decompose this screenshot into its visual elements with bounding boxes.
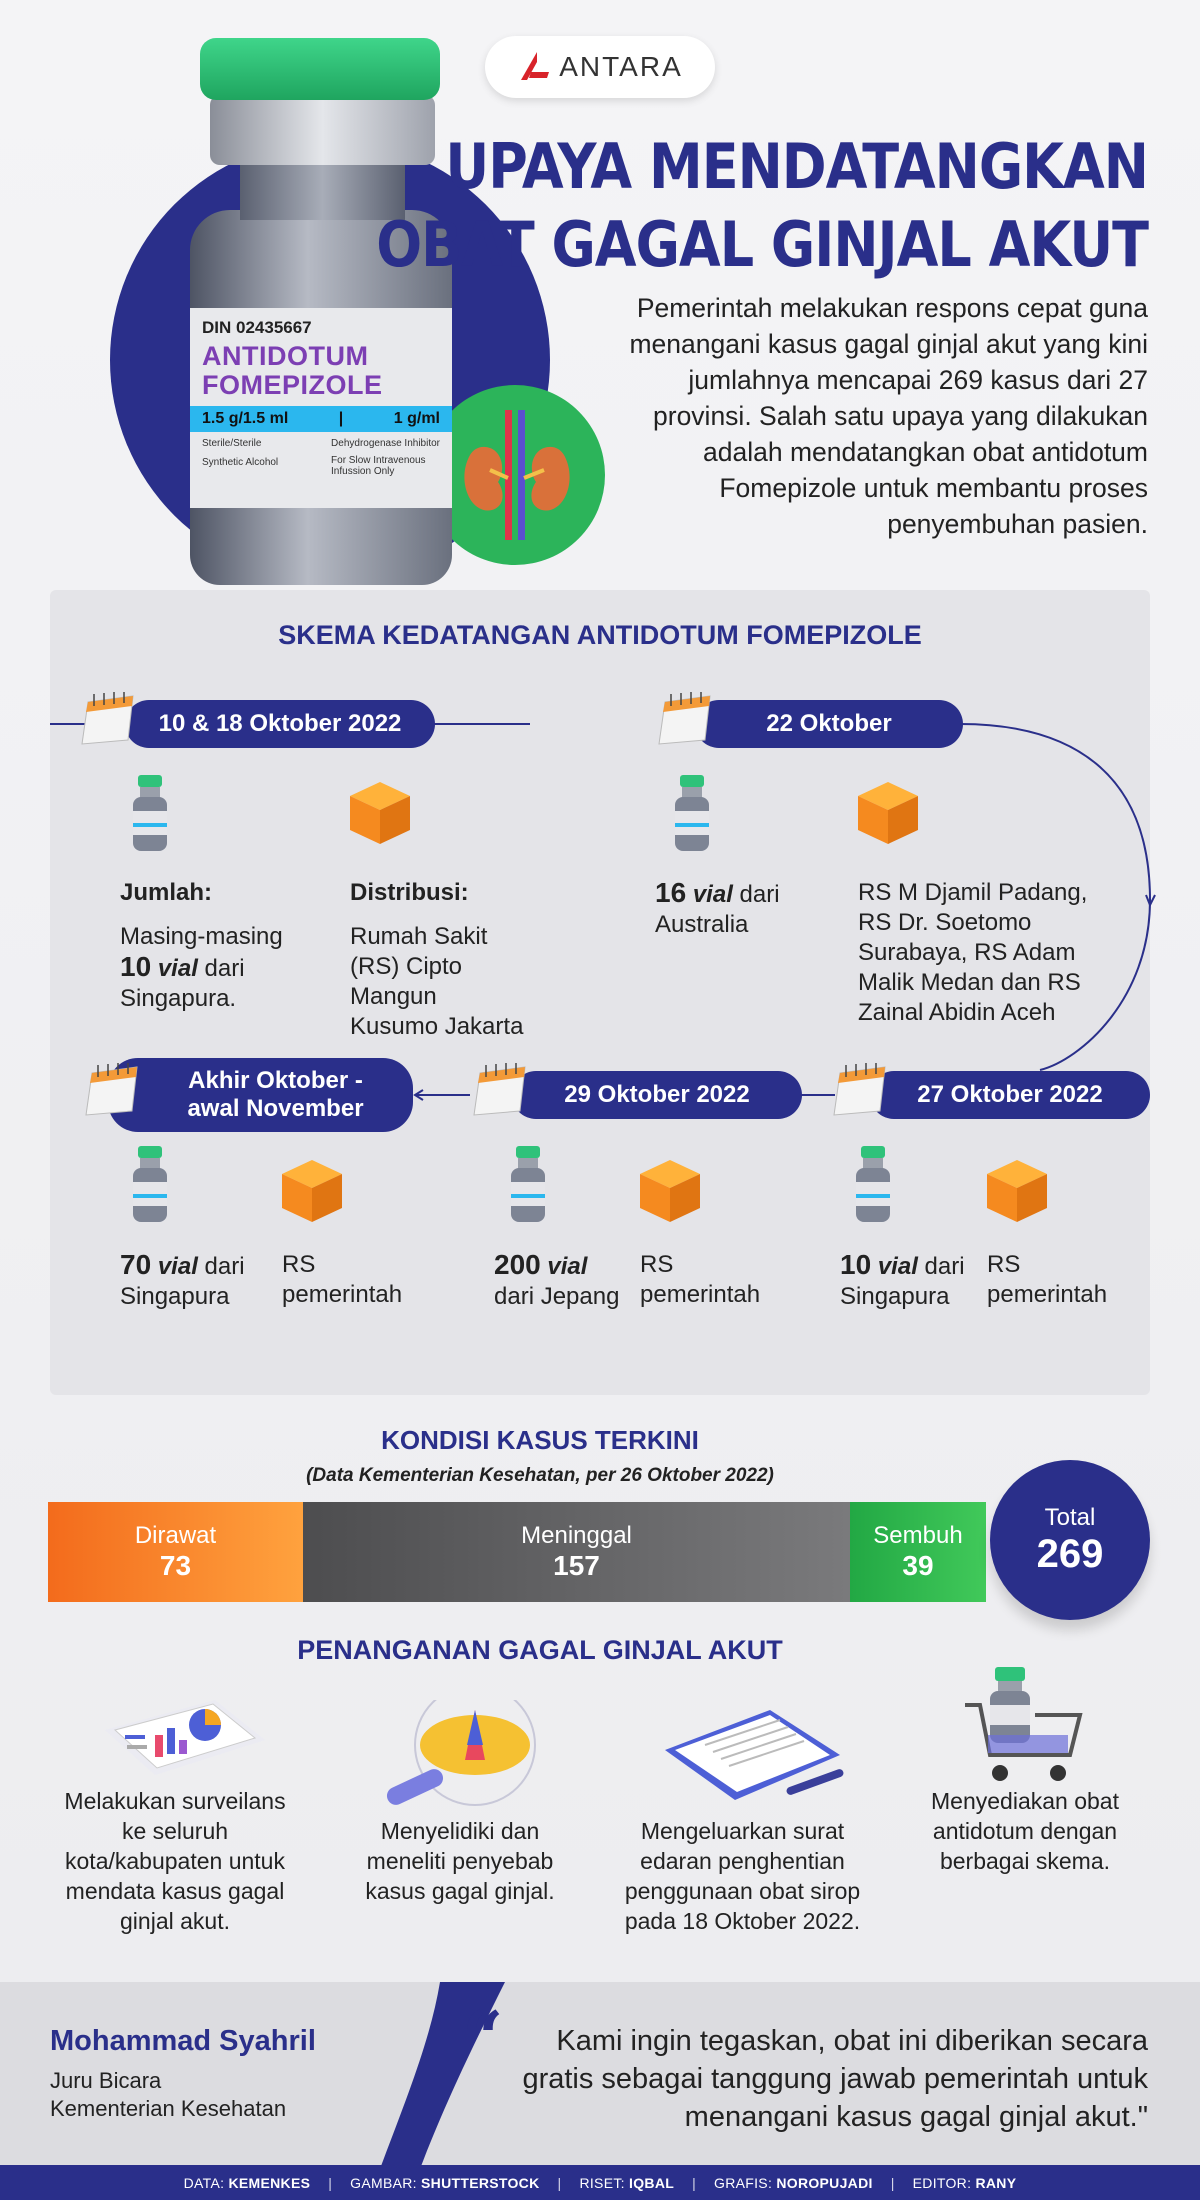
penanganan-item-3-text: Mengeluarkan surat edaran penghentian penggunaan obat sirop pada 18 Oktober 2022. [624,1818,861,1934]
page-title-line2: OBAT GAGAL GINJAL AKUT [376,208,1148,281]
step1-jumlah-post: dari Singapura. [120,955,245,1012]
vial-din: DIN 02435667 [202,318,312,337]
bar-meninggal-value: 157 [553,1550,600,1581]
document-pen-icon [655,1700,855,1810]
step1-jumlah-label: Jumlah: [120,879,213,906]
bar-sembuh [850,1502,986,1602]
quote-role [50,2067,286,2123]
vial-icon [130,1146,170,1224]
step1-date-pill: 10 & 18 Oktober 2022 [125,700,435,748]
step4-post: dari Jepang [494,1283,620,1310]
calendar-icon [470,1063,530,1119]
quote-text-line1: Kami ingin tegaskan, obat ini diberikan secara [556,2025,1148,2057]
footer-separator: | [328,2174,333,2191]
box-icon [985,1158,1049,1224]
step2-unit: vial [692,881,733,908]
magnifier-icon [375,1700,545,1810]
quote-role-line1: Juru Bicara [50,2068,162,2093]
vial-dose-separator: | [338,410,344,427]
step2-post: dari Australia [655,881,780,938]
vial-icon [508,1146,548,1224]
vial-dose-left: 1.5 g/1.5 ml [202,410,289,427]
bar-meninggal-label: Meninggal [521,1522,632,1549]
cart-vial-icon [960,1665,1090,1790]
calendar-icon [78,692,138,748]
kondisi-subtitle: (Data Kementerian Kesehatan, per 26 Oktober 2022) [306,1465,774,1486]
bar-dirawat-value: 73 [159,1550,192,1581]
vial-small-4: For Slow Intravenous [331,455,426,466]
penanganan-title: PENANGANAN GAGAL GINJAL AKUT [297,1635,783,1665]
bar-dirawat [48,1502,303,1602]
step5-date-pill: Akhir Oktober - awal November [108,1058,413,1132]
footer-separator: | [890,2174,895,2191]
antara-logo-text: ANTARA [559,51,683,82]
step5-jumlah [120,1250,260,1312]
vial-dose-right: 1 g/ml [393,410,440,427]
step1-jumlah-num: 10 [120,951,152,982]
intro-paragraph: Pemerintah melakukan respons cepat guna menangani kasus gagal ginjal akut yang kini jumlahnya mencapai 269 kasus dari 27 provinsi. Salah satu upaya yang dilakukan adalah mendatangkan obat antidotum Fomepizole untuk membantu proses penyembuhan pasien. [629,293,1148,539]
step2-jumlah [655,878,845,940]
step4-num: 200 [494,1249,541,1280]
step3-date-pill: 27 Oktober 2022 [870,1071,1150,1119]
penanganan-item-2-text: Menyelidiki dan meneliti penyebab kasus gagal ginjal. [365,1818,555,1904]
step4-jumlah [494,1250,634,1312]
step1-jumlah [120,878,320,1014]
kondisi-title: KONDISI KASUS TERKINI [381,1425,699,1455]
bar-sembuh-label: Sembuh [873,1522,963,1549]
vial-name-line2: FOMEPIZOLE [202,370,383,400]
footer-data: DATA: KEMENKES [183,2174,311,2191]
clipboard-chart-icon [95,1690,275,1785]
quote-text-line2: gratis sebagai tanggung jawab pemerintah untuk [522,2063,1148,2095]
step2-num: 16 [655,877,687,908]
quote-text [448,2022,1148,2136]
vial-icon [853,1146,893,1224]
footer-separator: | [692,2174,697,2191]
step1-jumlah-pre: Masing-masing [120,923,283,950]
footer-gambar: GAMBAR: SHUTTERSTOCK [350,2174,540,2191]
step3-num: 10 [840,1249,872,1280]
step4-date-pill: 29 Oktober 2022 [512,1071,802,1119]
step3-unit: vial [877,1253,918,1280]
step4-unit: vial [547,1253,588,1280]
step3-jumlah [840,1250,980,1312]
vial-small-2: Synthetic Alcohol [202,457,279,468]
vial-small-5: Infussion Only [331,466,395,477]
step4-distribusi-text: RS pemerintah [640,1251,761,1308]
step5-num: 70 [120,1249,152,1280]
footer-separator: | [557,2174,562,2191]
quote-mark-icon: “ [462,1995,504,2080]
step1-jumlah-unit: vial [157,955,198,982]
skema-title: SKEMA KEDATANGAN ANTIDOTUM FOMEPIZOLE [278,620,922,650]
vial-small-1: Sterile/Sterile [202,438,262,449]
quote-name: Mohammad Syahril [50,2025,316,2057]
step1-distribusi-text: Rumah Sakit (RS) Cipto Mangun Kusumo Jakarta [350,923,524,1040]
total-label: Total [1044,1503,1096,1531]
box-icon [638,1158,702,1224]
bar-meninggal [303,1502,850,1602]
step3-post: dari Singapura [840,1253,965,1310]
footer-riset: RISET: IQBAL [579,2174,675,2191]
step3-distribusi-text: RS pemerintah [987,1251,1108,1308]
step2-date-pill: 22 Oktober [695,700,963,748]
box-icon [856,780,920,846]
calendar-icon [82,1063,142,1119]
calendar-icon [830,1063,890,1119]
penanganan-item-1-text: Melakukan surveilans ke seluruh kota/kabupaten untuk mendata kasus gagal ginjal akut. [64,1788,286,1934]
quote-role-line2: Kementerian Kesehatan [50,2096,287,2121]
step2-distribusi-text: RS M Djamil Padang, RS Dr. Soetomo Surabaya, RS Adam Malik Medan dan RS Zainal Abidin Aceh [858,879,1088,1026]
calendar-icon [655,692,715,748]
step5-distribusi-text: RS pemerintah [282,1251,403,1308]
penanganan-item-4-text: Menyediakan obat antidotum dengan berbagai skema. [931,1788,1119,1874]
step5-unit: vial [157,1253,198,1280]
total-value: 269 [1036,1531,1104,1576]
bar-dirawat-label: Dirawat [134,1522,217,1549]
footer-credits [0,2165,1200,2200]
step1-distribusi-label: Distribusi: [350,879,469,906]
bar-sembuh-value: 39 [902,1550,934,1581]
step1-distribusi [350,878,530,1042]
page-title-line1: UPAYA MENDATANGKAN [445,130,1148,203]
total-circle [990,1460,1150,1620]
footer-grafis: GRAFIS: NOROPUJADI [714,2174,873,2191]
vial-name-line1: ANTIDOTUM [202,341,369,371]
step5-post: dari Singapura [120,1253,245,1310]
box-icon [348,780,412,846]
vial-icon [130,775,170,853]
box-icon [280,1158,344,1224]
footer-editor: EDITOR: RANY [912,2174,1017,2191]
vial-small-3: Dehydrogenase Inhibitor [331,438,440,449]
quote-text-line3: menangani kasus gagal ginjal akut." [684,2101,1148,2133]
vial-icon [672,775,712,853]
